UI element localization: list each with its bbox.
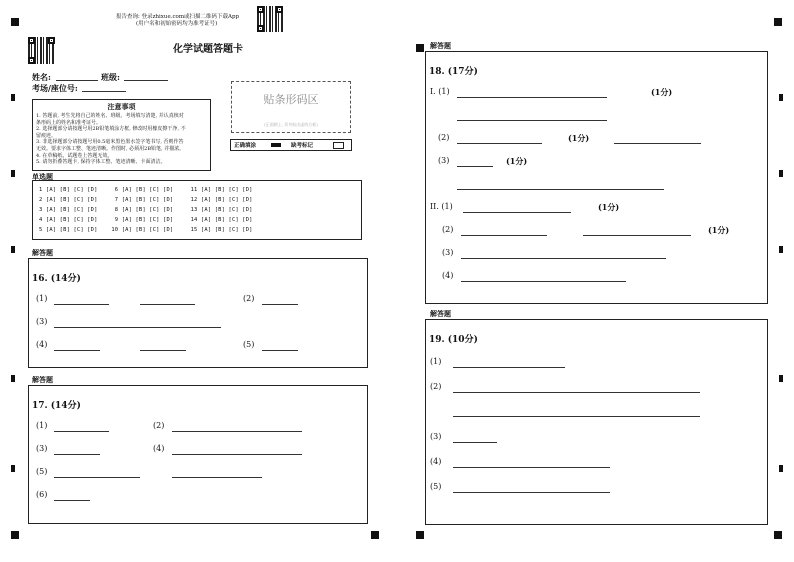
notice-line: 条形码上的姓名和准考证号。 [36,119,102,126]
answer-section-label: 解答题 [430,309,451,318]
alignment-mark [11,375,15,382]
question-16-box [28,258,368,368]
sub-question-number: (1) [430,357,442,366]
alignment-mark [11,18,19,26]
barcode-title: 贴条形码区 [263,93,319,106]
answer-line[interactable] [457,143,542,144]
notice-line: 3. 非选择题部分请按题号用0.5毫米黑色墨水签字笔书写, 否则作答 [36,139,184,146]
sub-question-number: (2) [442,225,454,234]
sub-question-number: (2) [430,382,442,391]
sub-question-number: (4) [36,340,48,349]
answer-line[interactable] [453,492,610,493]
answer-line[interactable] [453,416,700,417]
alignment-mark [779,375,783,382]
answer-section-label: 解答题 [32,375,53,384]
question-19-title: 19. (10分) [429,335,478,345]
notice-title: 注意事项 [107,102,136,111]
notice-line: 无效。要求字体工整、笔迹清晰。作图时, 必须用2B铅笔, 并描浓。 [36,145,185,152]
answer-line[interactable] [172,431,302,432]
correct-fill-sample-icon [271,143,281,147]
qr-code-icon [28,37,55,64]
sub-question-number: (4) [153,444,165,453]
answer-section-label: 解答题 [32,248,53,257]
barcode-hint: (正面朝上, 切勿贴出虚线方框) [264,122,318,127]
choice-row[interactable]: 2 [A] [B] [C] [D] 7 [A] [B] [C] [D] 12 [A] [B] [C] [D] [39,197,253,203]
answer-line[interactable] [54,500,90,501]
fill-legend [230,139,352,151]
points-label: (1分) [708,225,730,235]
answer-line[interactable] [54,431,109,432]
answer-line[interactable] [172,477,262,478]
answer-line[interactable] [140,350,186,351]
answer-line[interactable] [457,166,493,167]
answer-line[interactable] [54,327,221,328]
answer-line[interactable] [461,235,547,236]
answer-line[interactable] [453,467,610,468]
answer-line[interactable] [461,258,666,259]
sub-question-number: (2) [243,294,255,303]
question-16-title: 16. (14分) [32,274,81,284]
alignment-mark [11,246,15,253]
alignment-mark [11,170,15,177]
sub-question-number: I. (1) [430,87,450,96]
sub-question-number: (4) [430,457,442,466]
alignment-mark [774,18,782,26]
name-label: 姓名: [32,72,51,82]
answer-line[interactable] [457,97,607,98]
answer-line[interactable] [54,477,140,478]
sub-question-number: (5) [36,467,48,476]
answer-line[interactable] [262,350,298,351]
notice-box [32,99,211,171]
alignment-mark [774,531,782,539]
sub-question-number: (1) [36,421,48,430]
alignment-mark [779,246,783,253]
points-label: (1分) [506,156,528,166]
answer-line[interactable] [457,120,607,121]
single-choice-box [32,180,362,240]
question-17-box [28,385,368,524]
absent-mark-label: 缺考标记 [291,143,314,149]
answer-line[interactable] [453,442,497,443]
sub-question-number: (2) [153,421,165,430]
single-choice-label: 单选题 [32,172,53,181]
points-label: (1分) [651,87,673,97]
choice-row[interactable]: 3 [A] [B] [C] [D] 8 [A] [B] [C] [D] 13 [A] [B] [C] [D] [39,207,253,213]
sub-question-number: (3) [36,317,48,326]
answer-line[interactable] [457,189,664,190]
sub-question-number: (3) [438,156,450,165]
choice-row[interactable]: 5 [A] [B] [C] [D] 10 [A] [B] [C] [D] 15 [A] [B] [C] [D] [39,227,253,233]
answer-line[interactable] [453,392,700,393]
answer-line[interactable] [54,304,109,305]
answer-line[interactable] [140,304,195,305]
sub-question-number: (3) [36,444,48,453]
answer-line[interactable] [463,212,571,213]
points-label: (1分) [598,202,620,212]
sub-question-number: (5) [430,482,442,491]
answer-line[interactable] [262,304,298,305]
answer-line[interactable] [54,454,100,455]
answer-line[interactable] [453,367,565,368]
alignment-mark [11,94,15,101]
room-seat-label: 考场/座位号: [32,83,78,93]
absent-mark-checkbox[interactable] [333,142,344,149]
sub-question-number: (3) [430,432,442,441]
sub-question-number: (1) [36,294,48,303]
alignment-mark [416,531,424,539]
alignment-mark [779,94,783,101]
alignment-mark [11,465,15,472]
answer-line[interactable] [583,235,691,236]
qr-code-icon [257,6,283,32]
alignment-mark [11,531,19,539]
notice-line: 留痕迹。 [36,132,57,139]
choice-row[interactable]: 1 [A] [B] [C] [D] 6 [A] [B] [C] [D] 11 [A] [B] [C] [D] [39,187,253,193]
alignment-mark [779,465,783,472]
points-label: (1分) [568,133,590,143]
notice-line: 1. 答题前, 考生先将自己的姓名、班级、考场填写清楚, 并认真核对 [36,113,184,119]
sub-question-number: II. (1) [430,202,453,211]
alignment-mark [371,531,379,539]
answer-line[interactable] [461,281,626,282]
answer-line[interactable] [54,350,100,351]
report-query-note: (用户名和初始密码均为准考证号) [136,21,218,27]
notice-line: 2. 选择题部分请按题号用2B铅笔填涂方框, 修改时用橡皮擦干净, 不 [36,126,186,133]
name-field[interactable] [56,80,98,81]
question-19-box [425,319,768,525]
correct-fill-label: 正确填涂 [234,143,257,149]
page-title: 化学试题答题卡 [173,44,243,55]
barcode-area [231,81,351,133]
question-17-title: 17. (14分) [32,401,81,411]
notice-line: 4. 在草稿纸、试题卷上答题无效。 [36,152,113,159]
alignment-mark [779,170,783,177]
notice-line: 5. 请勿折叠答题卡, 保持字体工整、笔迹清晰、卡面清洁。 [36,159,166,166]
question-18-title: 18. (17分) [429,67,478,77]
sub-question-number: (2) [438,133,450,142]
sub-question-number: (4) [442,271,454,280]
answer-section-label: 解答题 [430,41,451,50]
sub-question-number: (5) [243,340,255,349]
room-seat-field[interactable] [82,91,126,92]
answer-line[interactable] [172,454,302,455]
sub-question-number: (3) [442,248,454,257]
class-label: 班级: [101,72,120,82]
class-field[interactable] [124,80,168,81]
choice-row[interactable]: 4 [A] [B] [C] [D] 9 [A] [B] [C] [D] 14 [A] [B] [C] [D] [39,217,253,223]
question-18-box [425,51,768,304]
answer-line[interactable] [614,143,701,144]
sub-question-number: (6) [36,490,48,499]
report-query-text: 报告查询: 登录zhixue.com或扫描二维码下载App [116,14,240,20]
alignment-mark [416,44,424,52]
